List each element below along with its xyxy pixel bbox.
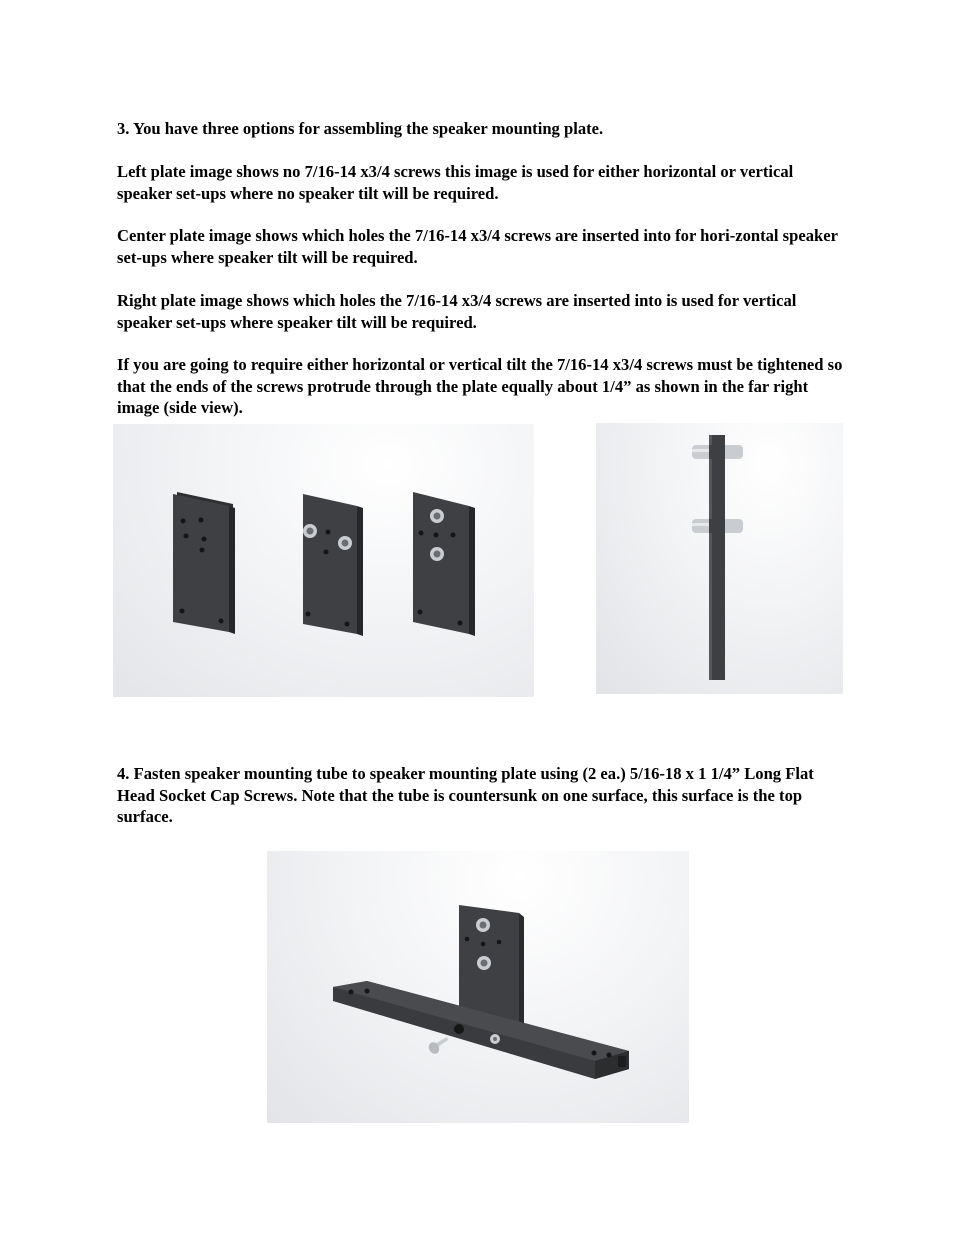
tube-and-plate-image <box>267 851 689 1123</box>
lower-screw <box>692 519 743 533</box>
step3-heading <box>117 118 847 140</box>
step4-paragraph <box>117 763 847 828</box>
left-plate-text: Left plate image shows no 7/16-14 x3/4 screws this image is used for either horizontal or vertical speaker set-ups where no speaker tilt will be required. <box>117 162 794 203</box>
flat-head-screw <box>427 1037 448 1056</box>
step3-heading-text: 3. You have three options for assembling the speaker mounting plate. <box>117 119 604 138</box>
plate-side-view-image <box>596 423 843 694</box>
step3-tilt-paragraph <box>117 354 847 419</box>
center-plate <box>303 494 363 636</box>
step4-text: 4. Fasten speaker mounting tube to speaker mounting plate using (2 ea.) 5/16-18 x 1 1/4” Long Flat Head Socket Cap Screws. Note that the tube is countersunk on one surface, this surface is the top surface. <box>117 764 814 826</box>
upper-screw <box>692 445 743 459</box>
right-plate-text: Right plate image shows which holes the 7/16-14 x3/4 screws are inserted into is used for vertical speaker set-ups where speaker tilt will be required. <box>117 291 797 332</box>
right-plate <box>413 492 475 636</box>
tilt-text: If you are going to require either horizontal or vertical tilt the 7/16-14 x3/4 screws must be tightened so that the ends of the screws protrude through the plate equally about 1/4” as shown in the far right image (side view). <box>117 355 843 417</box>
step3-left-plate-paragraph <box>117 161 847 204</box>
center-plate-text: Center plate image shows which holes the 7/16-14 x3/4 screws are inserted into for hori-zontal speaker set-ups where speaker tilt will be required. <box>117 226 838 267</box>
step3-center-plate-paragraph <box>117 225 847 268</box>
three-plates-image <box>113 424 534 697</box>
left-plate <box>173 492 235 634</box>
step3-right-plate-paragraph <box>117 290 847 333</box>
